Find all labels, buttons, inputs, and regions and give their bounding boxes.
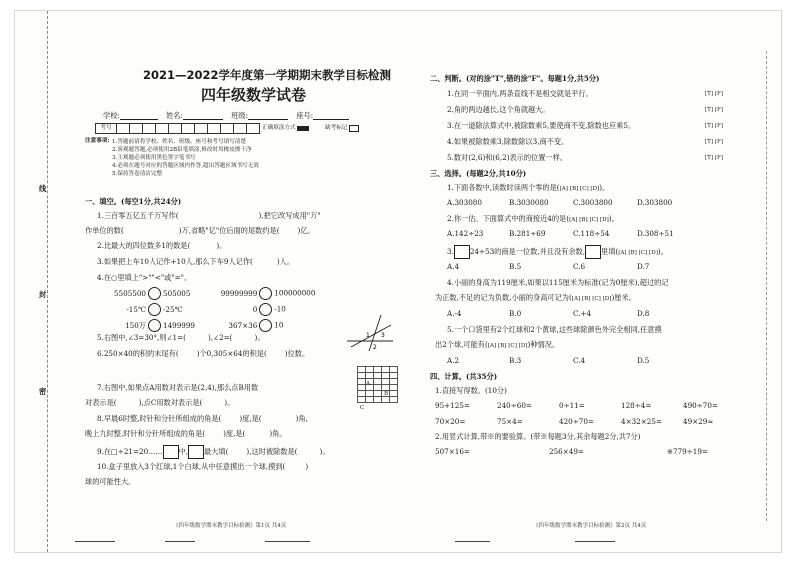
name-label: 姓名: xyxy=(166,111,183,120)
compare-right: 505005 xyxy=(163,288,191,298)
judge-tf-option[interactable]: [T] [F] xyxy=(705,107,724,113)
q6-text-c: )位数。 xyxy=(284,349,310,358)
compare-row-2 xyxy=(108,303,286,316)
section-fill-blank-heading: 一、填空。(每空1分,共24分) xyxy=(85,197,182,206)
choice-option: B.0 xyxy=(509,309,522,318)
choice-4-options xyxy=(447,309,649,318)
choice-option: C.118÷54 xyxy=(573,229,610,238)
note-item: 3.主观题必须使用黑色签字笔书写 xyxy=(112,155,196,161)
judge-tf-option[interactable]: [T] [F] xyxy=(705,155,724,161)
choice-3-options-bubble[interactable]: [A] [B] [C] [D] xyxy=(618,250,658,256)
choice-option: D.303800 xyxy=(637,198,673,207)
choice-option: B.3030080 xyxy=(509,198,549,207)
q5-text-b: ),∠2=( xyxy=(207,333,233,342)
info-row xyxy=(103,111,349,120)
choice-option: A.303080 xyxy=(447,198,482,207)
compare-right: 100000000 xyxy=(274,288,316,298)
compare-right: -25℃ xyxy=(163,304,183,314)
question-3 xyxy=(97,257,294,266)
choice-2-text: 2.你一估。下面算式中的商接近4的是( xyxy=(447,214,570,223)
choice-option: B.3 xyxy=(509,356,522,365)
q1-text-a: 1.三百零五亿五千万写作( xyxy=(97,211,179,220)
judge-item-5: 5.数对(2,6)和(6,2)表示的位置一样。 xyxy=(447,153,567,162)
correct-fill-label: 正确填涂方式 xyxy=(262,125,296,131)
q2-text-b: )。 xyxy=(216,241,227,250)
compare-circle[interactable] xyxy=(259,287,272,300)
scan-mark xyxy=(575,541,615,542)
binding-char-xian: 线 xyxy=(39,184,47,193)
question-10-line-1 xyxy=(97,462,308,471)
choice-5-options-bubble[interactable]: [A] [B] [C] [D] xyxy=(487,343,528,349)
q9-text-c: 最大填( xyxy=(204,447,229,456)
choice-1-options-bubble[interactable]: [A] [B] [C] [D] xyxy=(559,186,600,192)
q2-text-a: 2.比最大的四位数多1的数是( xyxy=(97,241,191,250)
angle-label-2: 2 xyxy=(373,344,377,351)
question-8-line-1 xyxy=(97,414,308,423)
oral-item: 95+125= xyxy=(435,401,470,410)
section-choice-heading: 三、选择。(每题2分,共10分) xyxy=(430,169,527,178)
oral-item: 0÷11= xyxy=(559,401,585,410)
page-footer-left: 《四年级数学期末教学目标检测》第1页 共4页 xyxy=(173,523,287,529)
compare-left: 5505500 xyxy=(113,288,146,298)
q3-text-a: 3.如果把上车10人记作+10人,那么下车9人记作( xyxy=(97,257,253,266)
choice-option: B.281÷69 xyxy=(509,229,546,238)
choice-3-text-a: 3. xyxy=(447,247,454,256)
q5-text-a: 5.右图中,∠3=30°,则∠1=( xyxy=(97,333,186,342)
q1-text-b: ),把它改写成用"万" xyxy=(258,211,321,220)
q9-text-d: ),这时被除数是( xyxy=(246,447,298,456)
judge-tf-option[interactable]: [T] [F] xyxy=(705,123,724,129)
angle-figure xyxy=(347,311,395,353)
question-8-line-2 xyxy=(85,429,287,438)
school-field[interactable] xyxy=(120,119,158,120)
choice-option: D.8 xyxy=(637,309,650,318)
judge-item-4: 4.如果被除数乘3,除数除以3,商不变。 xyxy=(447,137,569,146)
q10-text-a: 10.盒子里放入3个红球,1个白球,从中任意摸出一个球,摸到( xyxy=(97,462,286,471)
digit-box xyxy=(585,245,601,259)
choice-5-text-b: 出2个球,可能有( xyxy=(435,340,488,349)
notes-label: 注意事项: xyxy=(85,138,110,144)
choice-option: D.308÷51 xyxy=(637,229,674,238)
name-field[interactable] xyxy=(183,119,223,120)
choice-option: C.3003800 xyxy=(573,198,613,207)
compare-row-1 xyxy=(108,287,315,300)
choice-5-line-1: 5.一个口袋里有2个红球和2个黄球,这些球除颜色外完全相同,任意摸 xyxy=(447,325,662,334)
q10-text-b: ) xyxy=(305,462,309,471)
absent-mark-box[interactable] xyxy=(349,125,359,132)
oral-item: 128÷4= xyxy=(621,401,652,410)
q7-text-b: 对表示是( xyxy=(85,398,117,407)
choice-option: A.142÷23 xyxy=(447,229,484,238)
judge-item-1: 1.在同一平面内,两条直线不是相交就是平行。 xyxy=(447,89,593,98)
choice-4-text-c: )厘米。 xyxy=(611,293,636,302)
choice-3: 3. 24÷53的商是一位数,并且没有余数, 里填([A] [B] [C] [D])。 xyxy=(447,245,668,259)
choice-option: A.2 xyxy=(447,356,460,365)
q7-text-c: ),点C用数对表示是( xyxy=(138,398,203,407)
q8-text-e: )度,是( xyxy=(223,429,246,438)
remainder-box xyxy=(163,445,179,459)
binding-char-mi: 密 xyxy=(39,387,47,396)
exam-number-boxes[interactable] xyxy=(95,123,260,134)
note-item: 1.答题前请将学校、姓名、班级、座号和考号填写清楚 xyxy=(112,139,246,145)
choice-5-text-c: )种情况。 xyxy=(527,340,560,349)
q5-text-c: )。 xyxy=(254,333,265,342)
choice-option: A.4 xyxy=(447,262,460,271)
compare-circle[interactable] xyxy=(148,287,161,300)
q6-text-a: 6.250×40的积的末尾有( xyxy=(97,349,179,358)
choice-2-options xyxy=(447,229,674,238)
angle-label-1: 1 xyxy=(366,332,370,339)
choice-option: C.6 xyxy=(573,262,586,271)
compare-circle[interactable] xyxy=(259,303,272,316)
scan-mark xyxy=(75,541,115,542)
oral-item: 49×29≈ xyxy=(683,417,714,426)
choice-4-line-2 xyxy=(435,293,636,303)
choice-3-text-c: 里填( xyxy=(601,247,619,256)
judge-tf-option[interactable]: [T] [F] xyxy=(705,91,724,97)
choice-option: D.7 xyxy=(637,262,650,271)
oral-item: 4×32×25= xyxy=(621,417,662,426)
q9-text-a: 9.在□÷21=20…… xyxy=(97,447,163,456)
compare-right: 10 xyxy=(274,320,284,330)
choice-5-options xyxy=(447,356,649,365)
question-7-line-2 xyxy=(85,398,234,407)
section-calc-heading: 四、计算。(共35分) xyxy=(430,372,498,381)
choice-1-options xyxy=(447,198,672,207)
choice-1-text: 1.下面各数中,读数时读两个零的是( xyxy=(447,183,560,192)
exam-number-label: 考号 xyxy=(96,124,117,134)
choice-1: 1.下面各数中,读数时读两个零的是([A] [B] [C] [D])。 xyxy=(447,183,610,192)
compare-left: 0 xyxy=(252,304,258,314)
exam-title: 2021—2022学年度第一学期期末教学目标检测 xyxy=(143,68,392,82)
note-item: 5.保持答卷清洁完整 xyxy=(112,171,163,177)
class-field[interactable] xyxy=(248,119,288,120)
binding-char-feng: 封 xyxy=(39,290,47,299)
compare-left: 367×36 xyxy=(228,320,258,330)
question-5 xyxy=(97,333,264,342)
scan-mark xyxy=(455,541,490,542)
exam-sheet xyxy=(14,10,782,553)
choice-option: C.4 xyxy=(573,356,586,365)
question-1-line-2 xyxy=(85,226,315,235)
seat-label: 座号: xyxy=(296,111,314,120)
choice-2: 2.你一估。下面算式中的商接近4的是([A] [B] [C] [D])。 xyxy=(447,214,619,223)
judge-tf-option[interactable]: [T] [F] xyxy=(705,139,724,145)
choice-3-text-b: 24÷53的商是一位数,并且没有余数, xyxy=(469,247,585,256)
vertical-item: ※779÷19= xyxy=(667,447,708,456)
compare-row-3 xyxy=(108,319,283,332)
scan-mark xyxy=(165,541,195,542)
choice-4-text-b: 为正数,不足的记为负数,小丽的身高可记为( xyxy=(435,293,572,302)
choice-5-line-2 xyxy=(435,340,559,350)
compare-circle[interactable] xyxy=(148,319,161,332)
vertical-calc-row xyxy=(435,447,708,456)
q1-text-e: )亿。 xyxy=(297,226,315,235)
q8-text-f: )角。 xyxy=(269,429,287,438)
oral-item: 70×20= xyxy=(435,417,466,426)
compare-right: -10 xyxy=(274,304,286,314)
calc-2-heading: 2.用竖式计算,带※的要验算。(带※每题3分,其余每题2分,共7分) xyxy=(435,432,641,441)
school-label: 学校: xyxy=(103,111,120,120)
q9-text-e: )。 xyxy=(319,447,330,456)
compare-left: -15℃ xyxy=(126,304,146,314)
question-10-line-2: 球的可能性大。 xyxy=(85,477,136,486)
oral-item: 420÷70= xyxy=(559,417,594,426)
q8-text-d: 晚上九时整,时针和分针所组成的角是( xyxy=(85,429,206,438)
q7-text-d: )。 xyxy=(224,398,235,407)
question-7-line-1: 7.右图中,如果点A用数对表示是(2,4),那么点B用数 xyxy=(97,383,259,392)
oral-item: 490÷70= xyxy=(683,401,718,410)
compare-circle[interactable] xyxy=(259,319,272,332)
judge-item-2: 2.角的两边越长,这个角就越大。 xyxy=(447,105,550,114)
q8-text-b: )度,是( xyxy=(239,414,262,423)
q3-text-b: )人。 xyxy=(276,257,295,266)
grid-point-c: C xyxy=(360,405,365,411)
seat-field[interactable] xyxy=(313,119,349,120)
class-label: 班级: xyxy=(231,111,248,120)
vertical-item: 256×49= xyxy=(549,447,584,456)
note-item: 2.客观题答题,必须使用2B铅笔填涂,修改时用橡皮擦干净 xyxy=(112,147,252,153)
question-6 xyxy=(97,349,309,358)
binding-line xyxy=(47,11,49,552)
question-2 xyxy=(97,241,226,250)
exam-number-row xyxy=(95,123,260,134)
note-item: 4.必须在题号对应的答题区域内作答,超出答题区域书写无效 xyxy=(112,163,259,169)
choice-option: A.-4 xyxy=(447,309,462,318)
oral-item: 240÷60= xyxy=(497,401,532,410)
compare-left: 150万 xyxy=(125,320,146,330)
coordinate-grid xyxy=(357,366,398,403)
q9-text-b: 中, xyxy=(178,447,189,456)
q6-text-b: )个0,305×64的积是( xyxy=(196,349,267,358)
grid-point-a: A xyxy=(366,381,371,387)
choice-option: D.5 xyxy=(637,356,650,365)
absent-mark-label: 缺考标记 xyxy=(325,125,348,131)
oral-item: 75×4= xyxy=(497,417,523,426)
q1-text-d: )万,省略"亿"位后面的尾数约是( xyxy=(178,226,280,235)
q8-text-c: )角, xyxy=(295,414,308,423)
digit-box xyxy=(454,245,470,259)
page-footer-right: 《四年级数学期末教学目标检测》第2页 共4页 xyxy=(533,523,647,529)
oral-row-1 xyxy=(435,401,718,410)
choice-4-options-bubble[interactable]: [A] [B] [C] [D] xyxy=(571,296,612,302)
question-4: 4.在○里填上">""<"或"="。 xyxy=(97,273,192,282)
section-judge-heading: 二、判断。(对的涂"T",错的涂"F"。每题1分,共5分) xyxy=(430,74,600,83)
choice-option: B.5 xyxy=(509,262,522,271)
q1-text-c: 作单位的数( xyxy=(85,226,124,235)
scan-mark xyxy=(265,541,310,542)
choice-option: C.+4 xyxy=(573,309,592,318)
compare-left: 99999999 xyxy=(220,288,258,298)
remainder-box xyxy=(188,445,204,459)
question-9 xyxy=(97,445,329,459)
compare-circle[interactable] xyxy=(148,303,161,316)
oral-row-2 xyxy=(435,417,713,426)
vertical-item: 507×16= xyxy=(435,447,470,456)
grid-point-b: B xyxy=(384,391,389,397)
calc-1-heading: 1.直接写得数。(10分) xyxy=(435,386,507,395)
question-1-line-1 xyxy=(97,211,321,220)
compare-right: 1499999 xyxy=(163,320,196,330)
choice-2-options-bubble[interactable]: [A] [B] [C] [D] xyxy=(569,217,609,223)
exam-subtitle: 四年级数学试卷 xyxy=(201,86,307,104)
choice-3-options xyxy=(447,262,649,271)
judge-item-3: 3.在一道除法算式中,被除数乘5,要使商不变,除数也应乘5。 xyxy=(447,121,636,130)
q8-text-a: 8.早晨6时整,时针和分针所组成的角是( xyxy=(97,414,222,423)
choice-4-line-1: 4.小丽的身高为119厘米,如果以115厘米为标准(记为0厘米),超过的记 xyxy=(447,278,669,287)
angle-label-3: 3 xyxy=(381,332,385,339)
right-edge-line xyxy=(766,51,768,521)
correct-fill-sample xyxy=(297,126,309,131)
